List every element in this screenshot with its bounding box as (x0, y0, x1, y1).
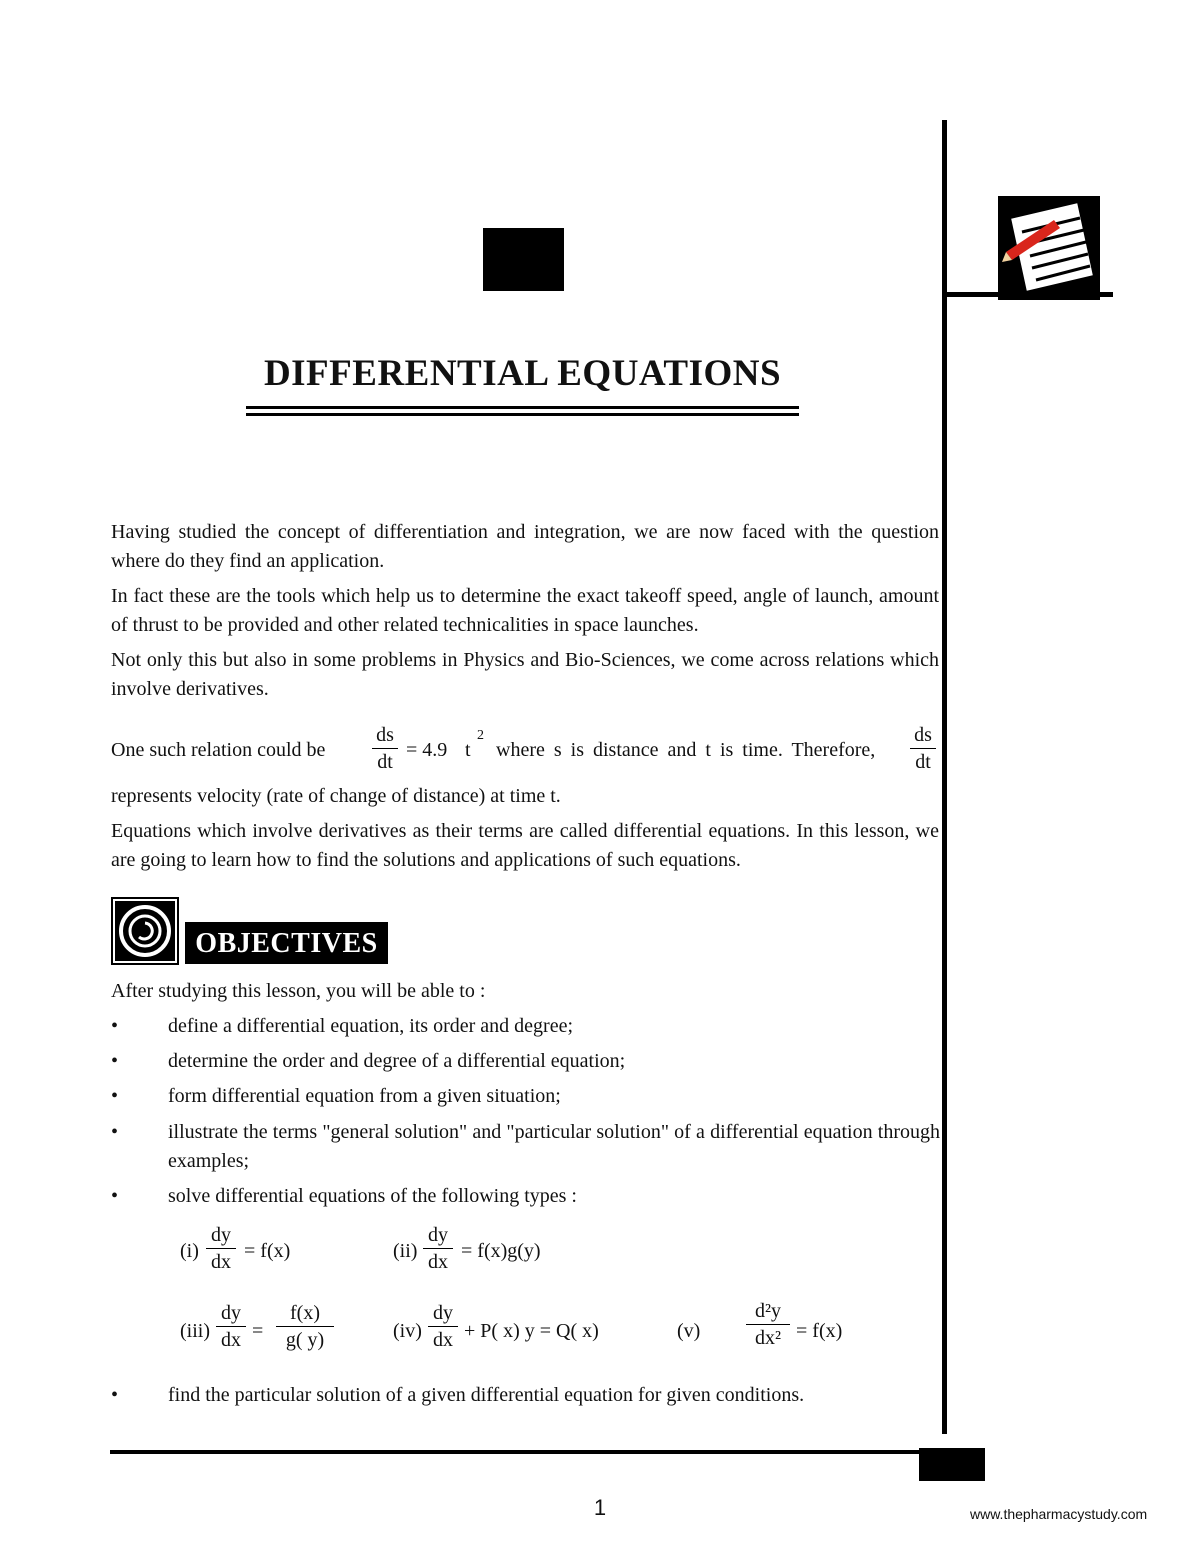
fraction-denominator: dx (433, 1329, 453, 1351)
objectives-target-icon (111, 897, 179, 965)
list-item: define a differential equation, its order and degree; (168, 1015, 574, 1037)
footer-block (919, 1448, 985, 1481)
dy-dx-fraction (216, 1301, 246, 1352)
ds-dt-fraction (910, 723, 936, 774)
dy-dx-fraction (423, 1223, 453, 1274)
relation-equals: = 4.9 (406, 739, 448, 761)
title-underline (246, 406, 799, 409)
list-item: find the particular solution of a given differential equation for given conditions. (168, 1384, 805, 1406)
intro-paragraph-5: represents velocity (rate of change of distance) at time t. (111, 785, 561, 807)
bullet-glyph: • (111, 1384, 119, 1406)
website-link[interactable]: www.thepharmacystudy.com (970, 1506, 1148, 1522)
intro-paragraph-6: Equations which involve derivatives as their terms are called differential equations. In this lesson, we are going to learn how to find the solutions and applications of such equations. (111, 820, 939, 871)
bullet-glyph: • (111, 1185, 119, 1207)
type-label: (i) (180, 1240, 199, 1262)
fraction-denominator: dt (377, 751, 393, 773)
title-underline (246, 413, 799, 416)
type-equals: = (252, 1320, 264, 1342)
page-title: DIFFERENTIAL EQUATIONS (263, 353, 782, 394)
objectives-lead: After studying this lesson, you will be able to : (111, 980, 486, 1002)
fraction-numerator: d²y (755, 1300, 781, 1322)
footer-rule (110, 1450, 922, 1454)
fraction-numerator: ds (914, 724, 932, 746)
ds-dt-fraction (372, 723, 398, 774)
bullet-glyph: • (111, 1015, 119, 1037)
list-item: determine the order and degree of a differential equation; (168, 1050, 626, 1072)
fraction-denominator: dx² (755, 1327, 781, 1349)
type-rhs: = f(x)g(y) (461, 1240, 541, 1262)
relation-text: where s is distance and t is time. Therefore, (496, 739, 876, 761)
list-item: illustrate the terms "general solution" and "particular solution" of a differential equation through examples; (168, 1121, 940, 1172)
margin-rule (942, 120, 947, 1434)
fraction-denominator: dx (211, 1251, 231, 1273)
intro-paragraph-3: Not only this but also in some problems in Physics and Bio-Sciences, we come across relations which involve derivatives. (111, 649, 939, 700)
fraction-numerator: ds (376, 724, 394, 746)
type-rhs: = f(x) (796, 1320, 843, 1342)
type-rhs: = f(x) (244, 1240, 291, 1262)
fraction-numerator: dy (428, 1224, 448, 1246)
fraction-numerator: f(x) (290, 1302, 320, 1324)
objectives-heading: OBJECTIVES (185, 922, 388, 964)
fraction-denominator: dt (915, 751, 931, 773)
type-label: (v) (677, 1320, 701, 1342)
relation-exponent: 2 (477, 728, 484, 743)
bullet-glyph: • (111, 1050, 119, 1072)
list-item: solve differential equations of the following types : (168, 1185, 577, 1207)
fraction-numerator: dy (211, 1224, 231, 1246)
bullet-glyph: • (111, 1121, 119, 1143)
fraction-denominator: dx (428, 1251, 448, 1273)
type-label: (ii) (393, 1240, 418, 1262)
chapter-number-box (483, 228, 564, 291)
d2y-dx2-fraction (746, 1299, 790, 1350)
bullet-glyph: • (111, 1085, 119, 1107)
page-number: 1 (593, 1495, 607, 1520)
intro-paragraph-2: In fact these are the tools which help us to determine the exact takeoff speed, angle of launch, amount of thrust to be provided and other related technicalities in space launches. (111, 585, 939, 636)
relation-lead: One such relation could be (111, 739, 326, 761)
intro-paragraph-1: Having studied the concept of differentiation and integration, we are now faced with the question where do they find an application. (111, 521, 939, 572)
list-item: form differential equation from a given situation; (168, 1085, 561, 1107)
fx-gy-fraction (276, 1301, 334, 1352)
fraction-denominator: dx (221, 1329, 241, 1351)
dy-dx-fraction (206, 1223, 236, 1274)
type-label: (iv) (393, 1320, 422, 1342)
type-rhs: + P( x) y = Q( x) (464, 1320, 599, 1342)
fraction-numerator: dy (433, 1302, 453, 1324)
notebook-pencil-icon (998, 196, 1100, 300)
dy-dx-fraction (428, 1301, 458, 1352)
fraction-numerator: dy (221, 1302, 241, 1324)
relation-t: t (465, 739, 471, 761)
type-label: (iii) (180, 1320, 210, 1342)
fraction-denominator: g( y) (285, 1329, 325, 1351)
